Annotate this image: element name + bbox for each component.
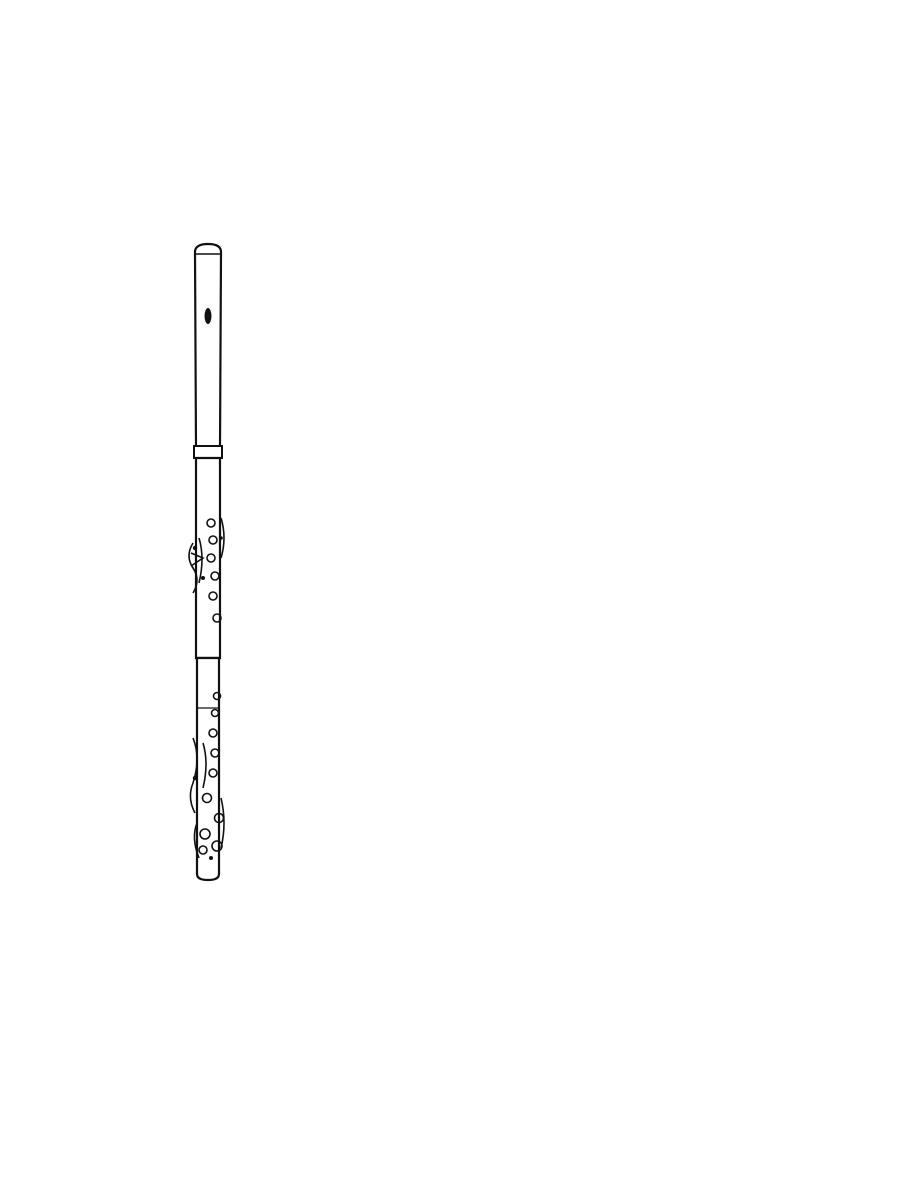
flute-icon	[189, 244, 224, 880]
fingering-chart	[300, 355, 580, 915]
flute-illustration	[175, 238, 245, 888]
